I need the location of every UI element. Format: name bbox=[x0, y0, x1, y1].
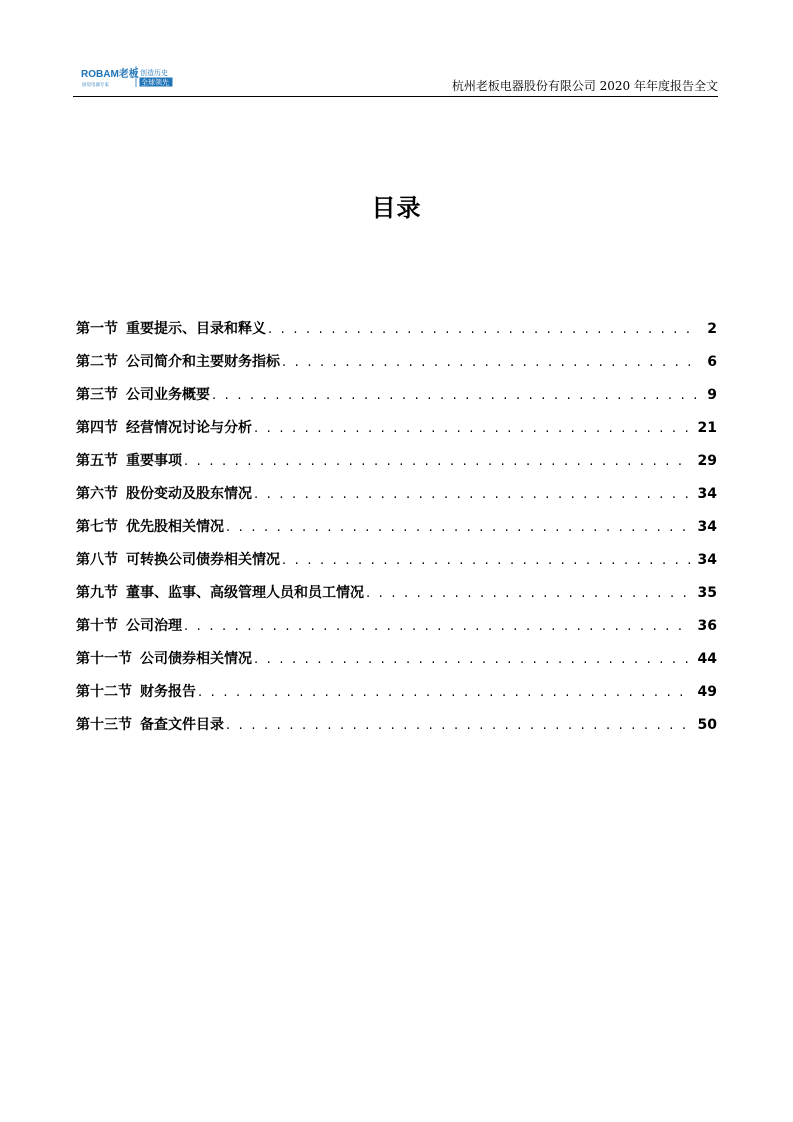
toc-entry[interactable] bbox=[76, 351, 717, 384]
toc-section-number: 第八节 bbox=[76, 552, 118, 568]
toc-section-number: 第四节 bbox=[76, 420, 118, 436]
svg-text:全球领先: 全球领先 bbox=[141, 79, 169, 87]
toc-leader-dots bbox=[226, 520, 690, 535]
toc-section-title: 优先股相关情况 bbox=[126, 519, 224, 535]
toc-entry[interactable] bbox=[76, 516, 717, 549]
svg-text:ROBAM老板: ROBAM老板 bbox=[81, 69, 139, 80]
toc-entry[interactable] bbox=[76, 450, 717, 483]
toc-section-title: 重要提示、目录和释义 bbox=[126, 321, 266, 337]
toc-section-title: 可转换公司债券相关情况 bbox=[126, 552, 280, 568]
toc-section-number: 第七节 bbox=[76, 519, 118, 535]
toc-leader-dots bbox=[366, 586, 690, 601]
toc-page-number: 34 bbox=[697, 486, 717, 502]
toc-section-number: 第十二节 bbox=[76, 684, 132, 700]
robam-logo bbox=[81, 62, 181, 90]
toc-entry[interactable] bbox=[76, 714, 717, 747]
toc-entry[interactable] bbox=[76, 417, 717, 450]
toc-page-number: 50 bbox=[697, 717, 717, 733]
toc-leader-dots bbox=[184, 454, 690, 469]
toc-section-title: 股份变动及股东情况 bbox=[126, 486, 252, 502]
toc-entry[interactable] bbox=[76, 384, 717, 417]
toc-page-number: 29 bbox=[697, 453, 717, 469]
toc-page-number: 49 bbox=[697, 684, 717, 700]
page-title: 目录 bbox=[371, 194, 422, 222]
toc-leader-dots bbox=[254, 421, 690, 436]
toc-section-number: 第五节 bbox=[76, 453, 118, 469]
toc-leader-dots bbox=[282, 553, 690, 568]
toc-entry[interactable] bbox=[76, 582, 717, 615]
toc-entry[interactable] bbox=[76, 318, 717, 351]
toc-section-number: 第十节 bbox=[76, 618, 118, 634]
toc-leader-dots bbox=[268, 322, 699, 337]
toc-leader-dots bbox=[226, 718, 690, 733]
toc-entry[interactable] bbox=[76, 483, 717, 516]
toc-section-title: 公司债券相关情况 bbox=[140, 651, 252, 667]
toc-section-title: 公司业务概要 bbox=[126, 387, 210, 403]
toc-leader-dots bbox=[254, 487, 690, 502]
toc-section-title: 公司治理 bbox=[126, 618, 182, 634]
toc-section-title: 重要事项 bbox=[126, 453, 182, 469]
toc-section-title: 公司简介和主要财务指标 bbox=[126, 354, 280, 370]
toc-page-number: 34 bbox=[697, 552, 717, 568]
toc-page-number: 36 bbox=[697, 618, 717, 634]
toc-entry[interactable] bbox=[76, 615, 717, 648]
page-header bbox=[73, 58, 718, 97]
toc-page-number: 34 bbox=[697, 519, 717, 535]
svg-text:创造历史: 创造历史 bbox=[140, 70, 168, 77]
toc-section-number: 第一节 bbox=[76, 321, 118, 337]
toc-leader-dots bbox=[198, 685, 690, 700]
toc-page-number: 2 bbox=[707, 321, 717, 337]
toc-section-number: 第六节 bbox=[76, 486, 118, 502]
toc-section-title: 备查文件目录 bbox=[140, 717, 224, 733]
toc-section-number: 第三节 bbox=[76, 387, 118, 403]
toc-page-number: 9 bbox=[707, 387, 717, 403]
toc-leader-dots bbox=[212, 388, 699, 403]
document-header-title: 杭州老板电器股份有限公司 2020 年年度报告全文 bbox=[451, 79, 718, 93]
toc-page-number: 44 bbox=[697, 651, 717, 667]
toc-page-number: 35 bbox=[697, 585, 717, 601]
table-of-contents bbox=[76, 318, 717, 747]
toc-leader-dots bbox=[254, 652, 690, 667]
toc-section-number: 第十三节 bbox=[76, 717, 132, 733]
toc-page-number: 21 bbox=[697, 420, 717, 436]
svg-text:厨房电器专家: 厨房电器专家 bbox=[82, 82, 109, 87]
toc-section-number: 第二节 bbox=[76, 354, 118, 370]
toc-section-number: 第十一节 bbox=[76, 651, 132, 667]
toc-section-number: 第九节 bbox=[76, 585, 118, 601]
toc-section-title: 董事、监事、高级管理人员和员工情况 bbox=[126, 585, 364, 601]
toc-leader-dots bbox=[282, 355, 699, 370]
toc-entry[interactable] bbox=[76, 549, 717, 582]
toc-section-title: 经营情况讨论与分析 bbox=[126, 420, 252, 436]
toc-page-number: 6 bbox=[707, 354, 717, 370]
toc-section-title: 财务报告 bbox=[140, 684, 196, 700]
toc-entry[interactable] bbox=[76, 648, 717, 681]
toc-leader-dots bbox=[184, 619, 690, 634]
toc-entry[interactable] bbox=[76, 681, 717, 714]
